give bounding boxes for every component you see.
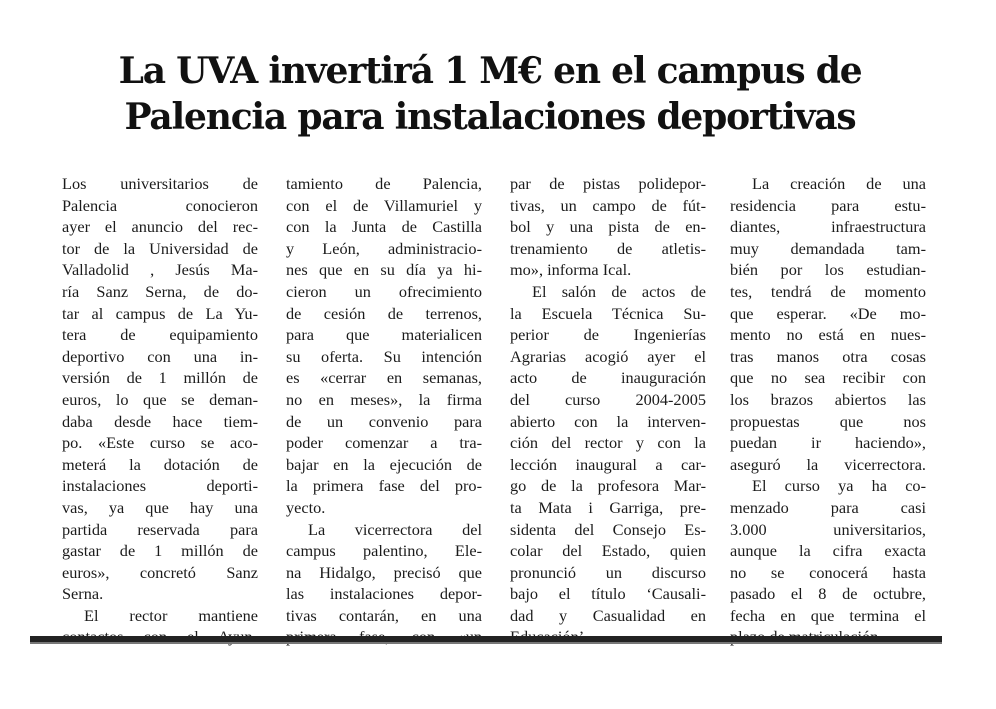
text-line: tras manos otra cosas: [730, 346, 926, 366]
text-line: es «cerrar en semanas,: [286, 368, 482, 388]
text-line: Agrarias acogió ayer el: [510, 346, 706, 366]
text-line: propuestas que nos: [730, 411, 926, 431]
text-line: dad y Casualidad en: [510, 605, 706, 625]
text-line: cieron un ofrecimiento: [286, 281, 482, 301]
text-line: ción del rector y con la: [510, 433, 706, 453]
text-line: campus palentino, Ele-: [286, 541, 482, 561]
text-line: muy demandada tam-: [730, 238, 926, 258]
text-line: que esperar. «De mo-: [730, 303, 926, 323]
text-line: El salón de actos de: [532, 281, 706, 301]
text-line: trenamiento de atletis-: [510, 238, 706, 258]
text-line: deportivo con una in-: [62, 346, 258, 366]
text-line: tor de la Universidad de: [62, 238, 258, 258]
text-line: euros», concretó Sanz: [62, 562, 258, 582]
text-line: bién por los estudian-: [730, 260, 926, 280]
text-line: fecha en que termina el: [730, 605, 926, 625]
text-line: la Escuela Técnica Su-: [510, 303, 706, 323]
text-line: acto de inauguración: [510, 368, 706, 388]
text-line: tivas contarán, en una: [286, 605, 482, 625]
text-line: La creación de una: [752, 174, 926, 193]
text-line: meterá la dotación de: [62, 454, 258, 474]
text-line: Los universitarios de: [62, 174, 258, 193]
text-line: sidenta del Consejo Es-: [510, 519, 706, 539]
text-line: su oferta. Su intención: [286, 346, 482, 366]
text-line: vas, ya que hay una: [62, 497, 258, 517]
text-line: que no sea recibir con: [730, 368, 926, 388]
text-line: go de la profesora Mar-: [510, 476, 706, 496]
text-line: aunque la cifra exacta: [730, 541, 926, 561]
text-line: con el de Villamuriel y: [286, 195, 482, 215]
article-column-1: [62, 173, 258, 648]
text-line: na Hidalgo, precisó que: [286, 562, 482, 582]
text-line: La vicerrectora del: [308, 519, 482, 539]
text-line: no en meses», la firma: [286, 389, 482, 409]
text-line: puedan ir haciendo»,: [730, 433, 926, 453]
headline-line: La UVA invertirá 1 M€ en el campus de: [118, 50, 862, 92]
text-line: tamiento de Palencia,: [286, 174, 482, 193]
text-line: poder comenzar a tra-: [286, 433, 482, 453]
text-line: euros, lo que se deman-: [62, 389, 258, 409]
text-line: con la Junta de Castilla: [286, 217, 482, 237]
text-line: tivas, un campo de fút-: [510, 195, 706, 215]
text-line: Palencia conocieron: [62, 195, 258, 215]
text-line: diantes, infraestructura: [730, 217, 926, 237]
text-line: para que materialicen: [286, 325, 482, 345]
article-column-4: [730, 173, 926, 648]
text-line: yecto.: [286, 497, 326, 517]
text-line: los brazos abiertos las: [730, 389, 926, 409]
text-line: y León, administracio-: [286, 238, 482, 258]
headline: [60, 48, 920, 140]
text-line: aseguró la vicerrectora.: [730, 454, 926, 474]
text-line: 3.000 universitarios,: [730, 519, 926, 539]
text-line: El curso ya ha co-: [752, 476, 926, 496]
text-line: la primera fase del pro-: [286, 476, 482, 496]
text-line: menzado para casi: [730, 497, 926, 517]
text-line: pronunció un discurso: [510, 562, 706, 582]
text-line: nes que en su día ya hi-: [286, 260, 482, 280]
text-line: gastar de 1 millón de: [62, 541, 258, 561]
text-line: residencia para estu-: [730, 195, 926, 215]
text-line: ta Mata i Garriga, pre-: [510, 497, 706, 517]
text-line: ría Sanz Serna, de do-: [62, 281, 258, 301]
text-line: bol y una pista de en-: [510, 217, 706, 237]
text-line: Valladolid , Jesús Ma-: [62, 260, 258, 280]
text-line: mento no está en nues-: [730, 325, 926, 345]
text-line: bajo el título ‘Causali-: [510, 584, 706, 604]
text-line: partida reservada para: [62, 519, 258, 539]
text-line: po. «Este curso se aco-: [62, 433, 258, 453]
text-line: tera de equipamiento: [62, 325, 258, 345]
bottom-rule-shadow: [30, 642, 942, 644]
text-line: bajar en la ejecución de: [286, 454, 482, 474]
text-line: del curso 2004-2005: [510, 389, 706, 409]
text-line: ayer el anuncio del rec-: [62, 217, 258, 237]
headline-line: Palencia para instalaciones deportivas: [124, 96, 856, 138]
text-line: colar del Estado, quien: [510, 541, 706, 561]
text-line: de cesión de terrenos,: [286, 303, 482, 323]
text-line: las instalaciones depor-: [286, 584, 482, 604]
text-line: Serna.: [62, 584, 104, 604]
text-line: perior de Ingenierías: [510, 325, 706, 345]
text-line: pasado el 8 de octubre,: [730, 584, 926, 604]
text-line: no se conocerá hasta: [730, 562, 926, 582]
text-line: El rector mantiene: [84, 605, 258, 625]
text-line: mo», informa Ical.: [510, 260, 632, 280]
text-line: de un convenio para: [286, 411, 482, 431]
text-line: versión de 1 millón de: [62, 368, 258, 388]
text-line: abierto con la interven-: [510, 411, 706, 431]
text-line: par de pistas polidepor-: [510, 174, 706, 193]
text-line: daba desde hace tiem-: [62, 411, 258, 431]
article-column-3: [510, 173, 706, 648]
text-line: lección inaugural a car-: [510, 454, 706, 474]
text-line: tes, tendrá de momento: [730, 281, 926, 301]
text-line: instalaciones deporti-: [62, 476, 258, 496]
text-line: tar al campus de La Yu-: [62, 303, 258, 323]
article-column-2: [286, 173, 482, 648]
